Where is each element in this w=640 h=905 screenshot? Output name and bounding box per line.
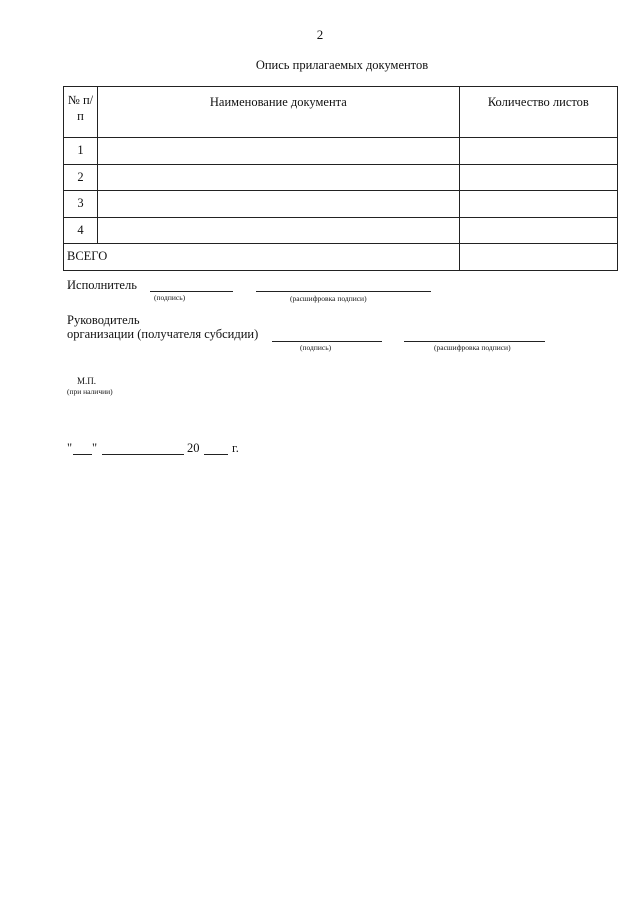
- date-month-line[interactable]: [102, 454, 184, 455]
- executor-signature-caption: (подпись): [154, 293, 186, 302]
- row-number: 4: [64, 217, 98, 244]
- page-number: 2: [316, 27, 324, 42]
- table-row: [64, 191, 618, 218]
- table-row: [64, 138, 618, 165]
- header-number: [64, 87, 98, 138]
- table-row: [64, 164, 618, 191]
- row-sheet-count: [459, 138, 617, 165]
- header-number-label: № п/п: [67, 93, 94, 123]
- row-number: 1: [64, 138, 98, 165]
- table-header-row: [64, 87, 618, 138]
- date-year-prefix: 20: [187, 441, 200, 455]
- row-document-name: [98, 217, 460, 244]
- row-number: 2: [64, 164, 98, 191]
- executor-label: Исполнитель: [67, 278, 137, 292]
- row-sheet-count: [459, 191, 617, 218]
- head-signature-caption: (подпись): [300, 343, 332, 352]
- header-document-name: Наименование документа: [98, 87, 460, 138]
- date-day-line[interactable]: [73, 454, 92, 455]
- executor-signature-line[interactable]: [150, 291, 233, 292]
- date-year-suffix: г.: [232, 441, 239, 455]
- documents-table: [63, 86, 618, 271]
- head-decoding-caption: (расшифровка подписи): [434, 343, 511, 352]
- head-label-line2: организации (получателя субсидии): [67, 327, 259, 341]
- row-document-name: [98, 138, 460, 165]
- date-year-line[interactable]: [204, 454, 228, 455]
- total-label: ВСЕГО: [64, 244, 460, 271]
- date-quote-close: ": [92, 441, 98, 455]
- date-quote-open: ": [67, 441, 73, 455]
- row-sheet-count: [459, 217, 617, 244]
- head-decoding-line[interactable]: [404, 341, 545, 342]
- stamp-label: М.П.: [77, 376, 97, 386]
- table-row: [64, 217, 618, 244]
- document-title: Опись прилагаемых документов: [255, 58, 429, 72]
- executor-decoding-caption: (расшифровка подписи): [290, 294, 367, 303]
- head-signature-line[interactable]: [272, 341, 382, 342]
- total-sheet-count: [459, 244, 617, 271]
- row-sheet-count: [459, 164, 617, 191]
- row-number: 3: [64, 191, 98, 218]
- header-sheet-count: Количество листов: [459, 87, 617, 138]
- row-document-name: [98, 164, 460, 191]
- executor-decoding-line[interactable]: [256, 291, 431, 292]
- row-document-name: [98, 191, 460, 218]
- stamp-note: (при наличии): [67, 387, 113, 396]
- table-total-row: [64, 244, 618, 271]
- head-label-line1: Руководитель: [67, 313, 140, 327]
